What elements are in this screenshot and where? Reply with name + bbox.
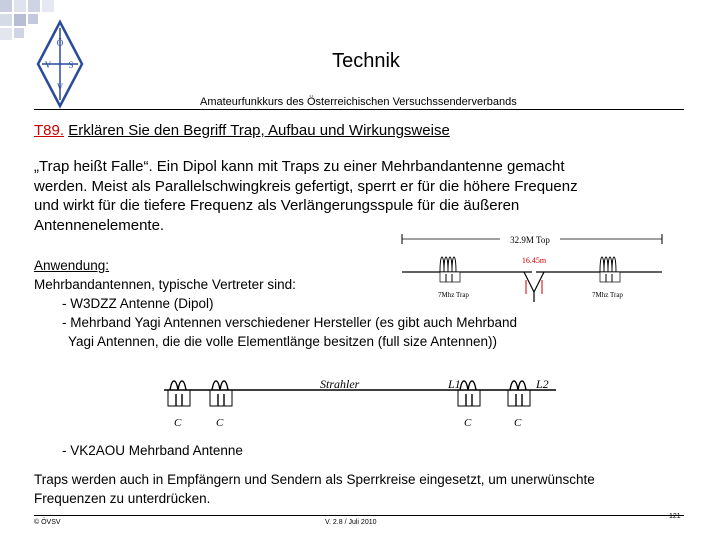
traps-paragraph	[34, 470, 684, 508]
strahler-label: Strahler	[320, 377, 360, 391]
logo-letter-3: S	[68, 60, 74, 70]
c-label-4: C	[514, 417, 522, 429]
header-divider	[34, 109, 684, 110]
paragraph-line: „Trap heißt Falle“. Ein Dipol kann mit Traps zu einer Mehrbandantenne gemacht	[34, 158, 565, 175]
page-subtitle: Amateurfunkkurs des Österreichischen Versuchssenderverbands	[200, 96, 517, 108]
right-trap-label: 7Mhz Trap	[592, 291, 623, 299]
left-trap-label: 7Mhz Trap	[438, 291, 469, 299]
vk2aou-diagram	[160, 364, 560, 434]
c-label-2: C	[216, 417, 224, 429]
logo-letter-2: V	[44, 60, 52, 70]
page-title: Technik	[332, 50, 400, 72]
center-length-label: 16.45m	[521, 256, 547, 265]
paragraph-line: und wirkt für die tiefere Frequenz als Verlängerungsspule für die äußeren	[34, 197, 520, 214]
traps-line: Traps werden auch in Empfängern und Sendern als Sperrkreise eingesetzt, um unerwünschte	[34, 472, 595, 487]
footer-version: V. 2.8 / Juli 2010	[325, 519, 377, 526]
traps-line: Frequenzen zu unterdrücken.	[34, 491, 211, 506]
application-item: Yagi Antennen, die die volle Elementlänge besitzen (full size Antennen))	[68, 334, 498, 349]
page-number: 121	[669, 513, 681, 520]
logo-letter-1: Ö	[56, 38, 64, 48]
application-intro: Mehrbandantennen, typische Vertreter sind:	[34, 277, 296, 292]
application-item: - Mehrband Yagi Antennen verschiedener Hersteller (es gibt auch Mehrband	[62, 315, 518, 330]
vk2aou-caption: - VK2AOU Mehrband Antenne	[62, 443, 243, 458]
question-number: T89.	[34, 122, 65, 139]
paragraph-line: Antennenelemente.	[34, 216, 165, 234]
c-label-1: C	[174, 417, 182, 429]
l1-label: L1	[448, 377, 461, 391]
logo-letter-4: V	[56, 82, 64, 92]
c-label-3: C	[464, 417, 472, 429]
footer-divider	[34, 515, 684, 516]
application-heading: Anwendung:	[34, 258, 110, 273]
application-section	[34, 256, 517, 351]
question-text: Erklären Sie den Begriff Trap, Aufbau und Wirkungsweise	[68, 122, 450, 139]
question-heading	[34, 122, 450, 139]
top-length-label: 32.9M Top	[510, 235, 550, 245]
footer-copyright: © ÖVSV	[34, 519, 61, 526]
application-item: - W3DZZ Antenne (Dipol)	[62, 296, 214, 311]
paragraph-line: werden. Meist als Parallelschwingkreis gefertigt, sperrt er für die höhere Frequenz	[34, 177, 578, 195]
l2-label: L2	[536, 377, 549, 391]
